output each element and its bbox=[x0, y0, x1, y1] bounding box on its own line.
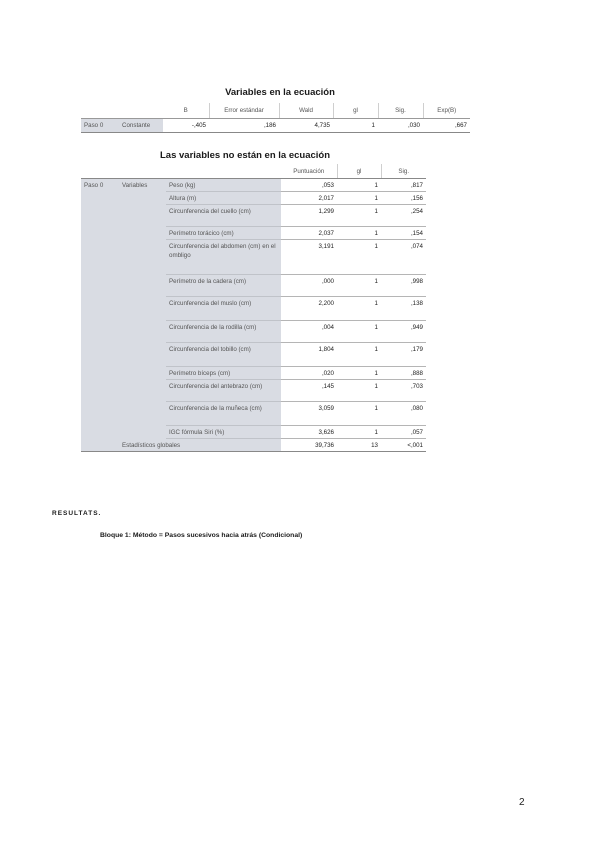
step-label: Paso 0 bbox=[81, 179, 119, 439]
sig-value: ,998 bbox=[381, 275, 426, 297]
gl-value: 1 bbox=[337, 402, 381, 426]
score-value: ,004 bbox=[281, 321, 337, 343]
header-sig: Sig. bbox=[378, 103, 423, 119]
gl-value: 1 bbox=[337, 426, 381, 439]
header-b: B bbox=[163, 103, 209, 119]
value-error: ,186 bbox=[209, 119, 279, 133]
table-row bbox=[81, 119, 470, 133]
header-sig: Sig. bbox=[381, 164, 426, 179]
score-value: ,053 bbox=[281, 179, 337, 192]
sig-value: ,817 bbox=[381, 179, 426, 192]
gl-value: 1 bbox=[337, 205, 381, 227]
score-value: 2,037 bbox=[281, 227, 337, 240]
variable-name: Perímetro bíceps (cm) bbox=[166, 367, 281, 380]
gl-value: 1 bbox=[337, 343, 381, 367]
empty-cell bbox=[81, 439, 119, 452]
variables-not-in-equation-table bbox=[81, 164, 426, 452]
value-sig: ,030 bbox=[378, 119, 423, 133]
global-stats-label: Estadísticos globales bbox=[119, 439, 281, 452]
variable-name: Circunferencia de la muñeca (cm) bbox=[166, 402, 281, 426]
header-gl: gl bbox=[337, 164, 381, 179]
sig-value: ,888 bbox=[381, 367, 426, 380]
table-row bbox=[81, 179, 426, 192]
header-error: Error estándar bbox=[209, 103, 279, 119]
gl-value: 13 bbox=[337, 439, 381, 452]
gl-value: 1 bbox=[337, 179, 381, 192]
header-expb: Exp(B) bbox=[423, 103, 470, 119]
header-gl: gl bbox=[333, 103, 378, 119]
variable-name: Altura (m) bbox=[166, 192, 281, 205]
group-label: Variables bbox=[119, 179, 166, 439]
sig-value: ,254 bbox=[381, 205, 426, 227]
sig-value: ,179 bbox=[381, 343, 426, 367]
gl-value: 1 bbox=[337, 367, 381, 380]
score-value: 2,200 bbox=[281, 297, 337, 321]
score-value: 39,736 bbox=[281, 439, 337, 452]
score-value: 1,299 bbox=[281, 205, 337, 227]
gl-value: 1 bbox=[337, 380, 381, 402]
variable-name: IGC fórmula Siri (%) bbox=[166, 426, 281, 439]
value-expb: ,667 bbox=[423, 119, 470, 133]
variable-name: Circunferencia de la rodilla (cm) bbox=[166, 321, 281, 343]
sig-value: ,949 bbox=[381, 321, 426, 343]
sig-value: ,156 bbox=[381, 192, 426, 205]
sig-value: ,080 bbox=[381, 402, 426, 426]
variable-name: Perímetro de la cadera (cm) bbox=[166, 275, 281, 297]
table1-title: Variables en la ecuación bbox=[225, 87, 335, 98]
results-heading: RESULTATS. bbox=[52, 510, 102, 517]
score-value: 3,191 bbox=[281, 240, 337, 275]
variables-in-equation-table bbox=[81, 103, 470, 133]
value-b: -,405 bbox=[163, 119, 209, 133]
page-number: 2 bbox=[519, 797, 525, 808]
sig-value: ,074 bbox=[381, 240, 426, 275]
row-label: Constante bbox=[119, 119, 163, 133]
gl-value: 1 bbox=[337, 240, 381, 275]
score-value: 1,804 bbox=[281, 343, 337, 367]
sig-value: ,154 bbox=[381, 227, 426, 240]
score-value: ,000 bbox=[281, 275, 337, 297]
score-value: ,020 bbox=[281, 367, 337, 380]
value-wald: 4,735 bbox=[279, 119, 333, 133]
gl-value: 1 bbox=[337, 297, 381, 321]
variable-name: Circunferencia del muslo (cm) bbox=[166, 297, 281, 321]
variable-name: Circunferencia del abdomen (cm) en el ombligo bbox=[166, 240, 281, 275]
header-puntuacion: Puntuación bbox=[281, 164, 337, 179]
gl-value: 1 bbox=[337, 275, 381, 297]
sig-value: <,001 bbox=[381, 439, 426, 452]
gl-value: 1 bbox=[337, 192, 381, 205]
header-wald: Wald bbox=[279, 103, 333, 119]
gl-value: 1 bbox=[337, 227, 381, 240]
sig-value: ,057 bbox=[381, 426, 426, 439]
sig-value: ,138 bbox=[381, 297, 426, 321]
score-value: 3,626 bbox=[281, 426, 337, 439]
variable-name: Circunferencia del cuello (cm) bbox=[166, 205, 281, 227]
value-gl: 1 bbox=[333, 119, 378, 133]
global-stats-row bbox=[81, 439, 426, 452]
variable-name: Circunferencia del antebrazo (cm) bbox=[166, 380, 281, 402]
score-value: 2,017 bbox=[281, 192, 337, 205]
block-heading: Bloque 1: Método = Pasos sucesivos hacia atrás (Condicional) bbox=[100, 532, 303, 539]
variable-name: Perímetro torácico (cm) bbox=[166, 227, 281, 240]
score-value: 3,059 bbox=[281, 402, 337, 426]
gl-value: 1 bbox=[337, 321, 381, 343]
table2-title: Las variables no están en la ecuación bbox=[160, 150, 331, 161]
variable-name: Peso (kg) bbox=[166, 179, 281, 192]
step-label: Paso 0 bbox=[81, 119, 119, 133]
score-value: ,145 bbox=[281, 380, 337, 402]
variable-name: Circunferencia del tobillo (cm) bbox=[166, 343, 281, 367]
sig-value: ,703 bbox=[381, 380, 426, 402]
